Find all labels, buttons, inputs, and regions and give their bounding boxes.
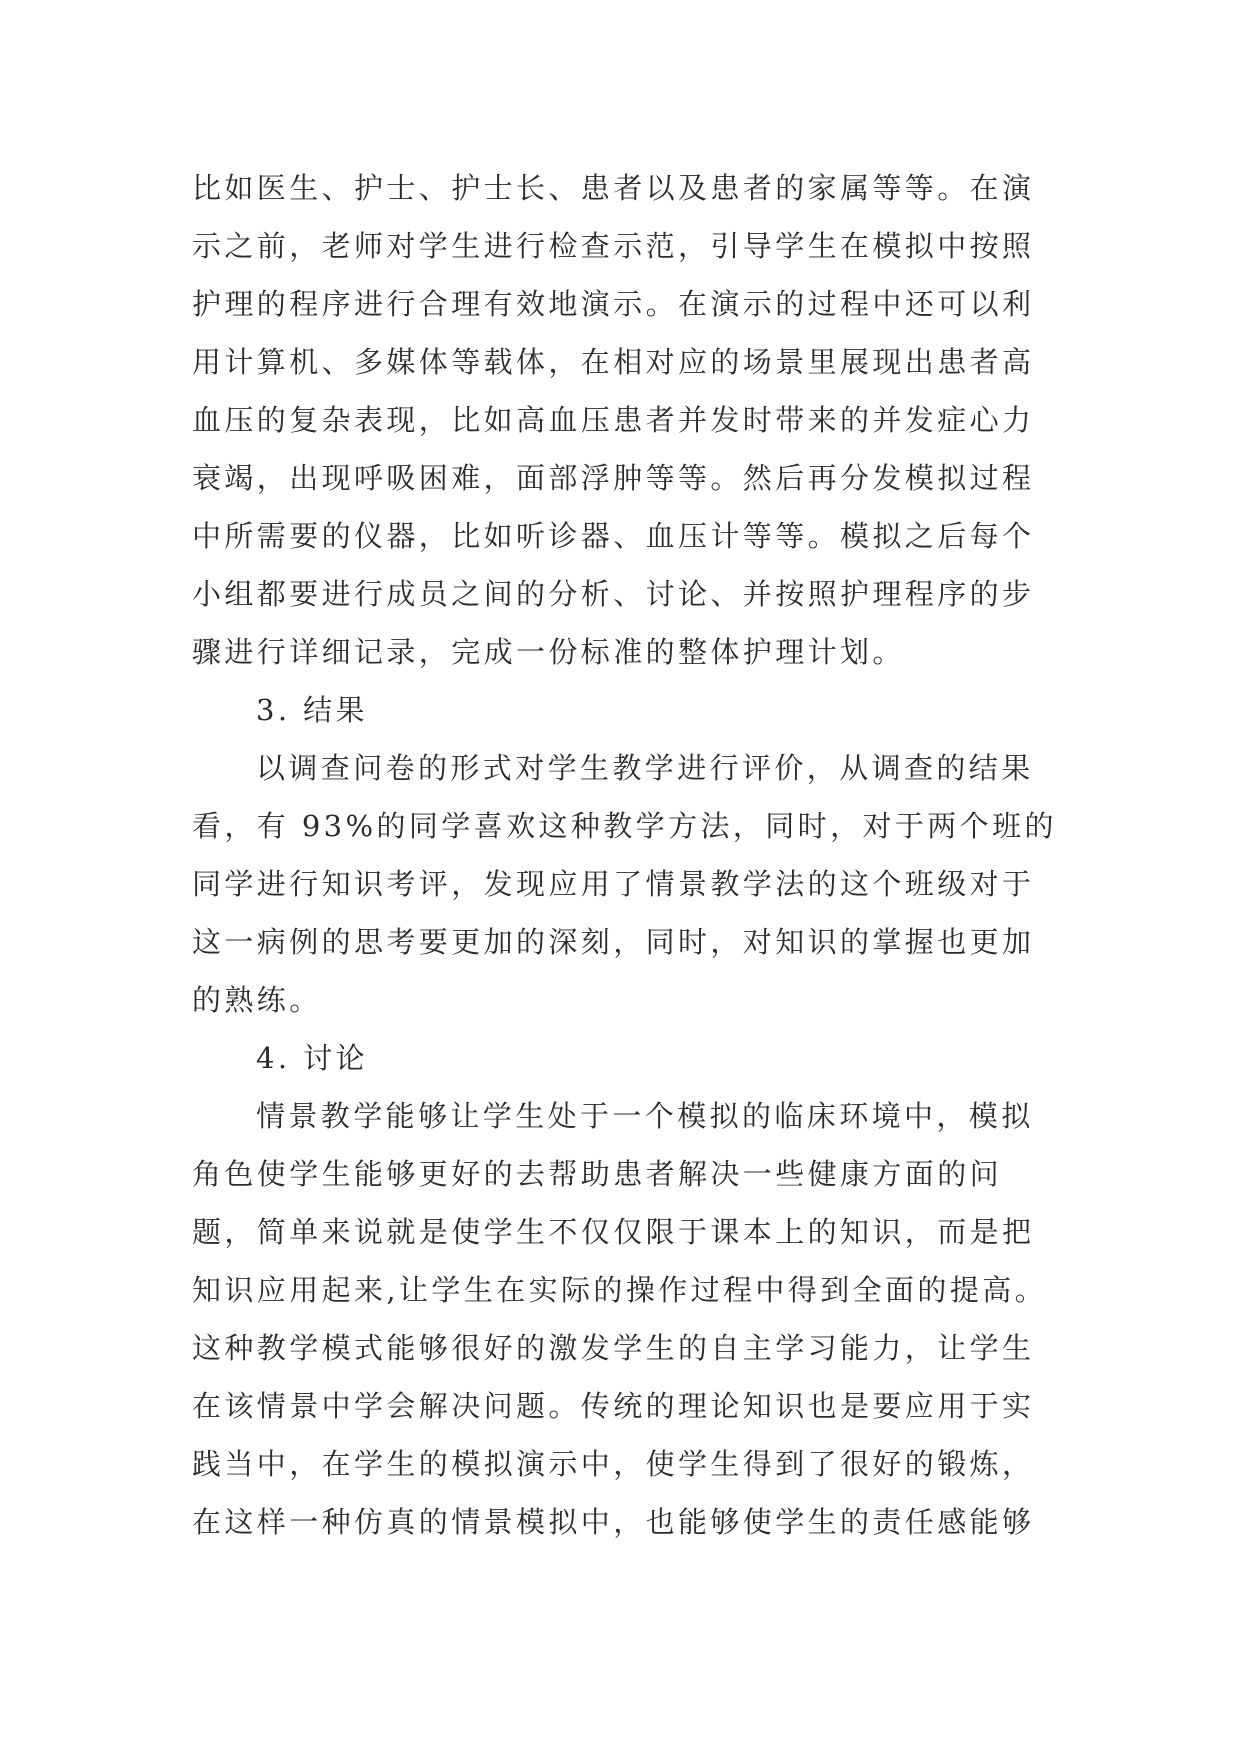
paragraph-line: 以调查问卷的形式对学生教学进行评价，从调查的结果 xyxy=(256,751,1034,785)
paragraph-line: 小组都要进行成员之间的分析、讨论、并按照护理程序的步 xyxy=(192,577,1035,611)
paragraph-line: 衰竭，出现呼吸困难，面部浮肿等等。然后再分发模拟过程 xyxy=(192,461,1035,495)
paragraph-line: 角色使学生能够更好的去帮助患者解决一些健康方面的问 xyxy=(192,1157,1003,1191)
paragraph-line: 血压的复杂表现，比如高血压患者并发时带来的并发症心力 xyxy=(192,403,1035,437)
paragraph-line: 中所需要的仪器，比如听诊器、血压计等等。模拟之后每个 xyxy=(192,519,1035,553)
paragraph-line: 骤进行详细记录，完成一份标准的整体护理计划。 xyxy=(192,635,905,669)
section-heading-results: 3. 结果 xyxy=(256,693,368,727)
section-heading-discussion: 4. 讨论 xyxy=(256,1041,368,1075)
paragraph-line: 这一病例的思考要更加的深刻，同时，对知识的掌握也更加 xyxy=(192,925,1035,959)
paragraph-line: 知识应用起来,让学生在实际的操作过程中得到全面的提高。 xyxy=(192,1273,1048,1307)
paragraph-line: 同学进行知识考评，发现应用了情景教学法的这个班级对于 xyxy=(192,867,1035,901)
paragraph-line: 践当中，在学生的模拟演示中，使学生得到了很好的锻炼， xyxy=(192,1447,1035,1481)
paragraph-line: 情景教学能够让学生处于一个模拟的临床环境中，模拟 xyxy=(256,1099,1034,1133)
paragraph-line: 护理的程序进行合理有效地演示。在演示的过程中还可以利 xyxy=(192,287,1035,321)
paragraph-line: 用计算机、多媒体等载体，在相对应的场景里展现出患者高 xyxy=(192,345,1035,379)
paragraph-line: 示之前，老师对学生进行检查示范，引导学生在模拟中按照 xyxy=(192,229,1035,263)
paragraph-line: 比如医生、护士、护士长、患者以及患者的家属等等。在演 xyxy=(192,171,1035,205)
paragraph-line: 在该情景中学会解决问题。传统的理论知识也是要应用于实 xyxy=(192,1389,1035,1423)
paragraph-line: 这种教学模式能够很好的激发学生的自主学习能力，让学生 xyxy=(192,1331,1035,1365)
document-body xyxy=(192,159,1057,1551)
paragraph-line: 在这样一种仿真的情景模拟中，也能够使学生的责任感能够 xyxy=(192,1505,1035,1539)
paragraph-line: 题，简单来说就是使学生不仅仅限于课本上的知识，而是把 xyxy=(192,1215,1035,1249)
paragraph-line: 的熟练。 xyxy=(192,983,322,1017)
paragraph-line: 看，有 93%的同学喜欢这种教学方法，同时，对于两个班的 xyxy=(192,809,1057,843)
